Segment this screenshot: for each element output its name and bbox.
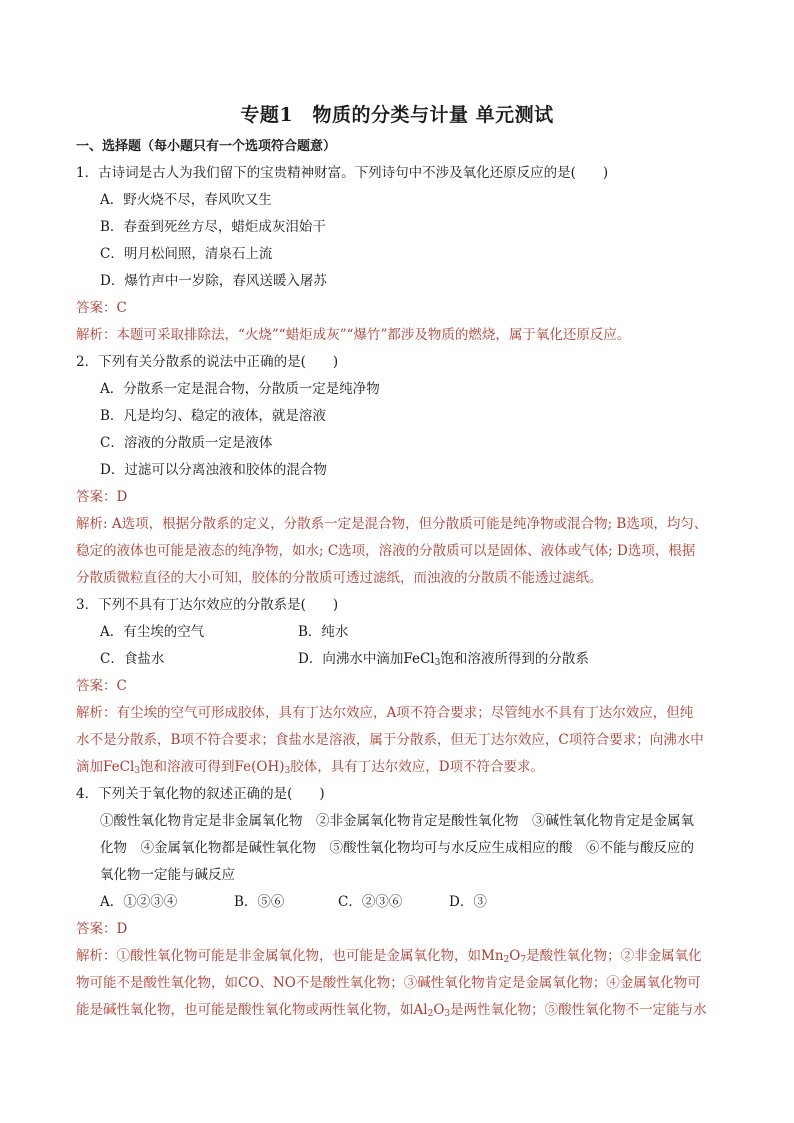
question-1-option-c: C．明月松间照，清泉石上流 bbox=[100, 246, 273, 262]
question-1-answer: 答案：C bbox=[76, 300, 127, 316]
question-3-answer: 答案：C bbox=[76, 678, 127, 694]
question-3-stem: 3．下列不具有丁达尔效应的分散系是( ) bbox=[76, 597, 339, 613]
question-4-option-a: A．①②③④ bbox=[100, 894, 178, 910]
question-4-option-c: C．②③⑥ bbox=[338, 894, 403, 910]
question-1-option-b: B．春蚕到死丝方尽，蜡炬成灰泪始干 bbox=[100, 219, 326, 235]
question-4-answer: 答案：D bbox=[76, 921, 128, 937]
question-3-analysis-line-3: 滴加FeCl$_3$饱和溶液可得到$Fe(OH)_3$胶体，具有丁达尔效应，D项不符合要求。 bbox=[76, 759, 545, 776]
question-1-option-d: D．爆竹声中一岁除，春风送暖入屠苏 bbox=[100, 273, 327, 289]
question-4-statements-line-1: ①酸性氧化物肯定是非金属氧化物 ②非金属氧化物肯定是酸性氧化物 ③碱性氧化物肯定是金属氧 bbox=[100, 813, 694, 829]
question-2-answer: 答案：D bbox=[76, 489, 128, 505]
question-2-option-d: D．过滤可以分离浊液和胶体的混合物 bbox=[100, 462, 327, 478]
question-4-option-b: B．⑤⑥ bbox=[234, 894, 285, 910]
question-1-analysis: 解析：本题可采取排除法，“火烧”“蜡炬成灰”“爆竹”都涉及物质的燃烧，属于氧化还原反应。 bbox=[76, 327, 631, 343]
question-2-analysis-line-1: 解析: A选项，根据分散系的定义，分散系一定是混合物，但分散质可能是纯净物或混合物; B选项，均匀、 bbox=[76, 516, 708, 532]
question-2-option-b: B．凡是均匀、稳定的液体，就是溶液 bbox=[100, 408, 326, 424]
question-1-option-a: A．野火烧不尽，春风吹又生 bbox=[100, 192, 272, 208]
question-2-option-a: A．分散系一定是混合物，分散质一定是纯净物 bbox=[100, 381, 380, 397]
question-4-option-d: D．③ bbox=[449, 894, 487, 910]
question-2-stem: 2．下列有关分散系的说法中正确的是( ) bbox=[76, 354, 339, 370]
question-4-analysis-line-1: 解析：①酸性氧化物可能是非金属氧化物，也可能是金属氧化物，如$Mn_2O_7$是酸性氧化物；②非金属氧化 bbox=[76, 948, 702, 965]
section-heading: 一、选择题（每小题只有一个选项符合题意） bbox=[76, 139, 337, 154]
question-3-option-d: D．向沸水中滴加FeCl$_3$饱和溶液所得到的分散系 bbox=[298, 651, 589, 668]
question-2-analysis-line-3: 分散质微粒直径的大小可知，胶体的分散质可透过滤纸，而浊液的分散质不能透过滤纸。 bbox=[76, 570, 603, 586]
question-4-analysis-line-2: 物可能不是酸性氧化物，如CO、NO不是酸性氧化物；③碱性氧化物肯定是金属氧化物；④金属氧化物可 bbox=[76, 975, 701, 991]
question-2-analysis-line-2: 稳定的液体也可能是液态的纯净物，如水; C选项，溶液的分散质可以是固体、液体或气体; D选项，根据 bbox=[76, 543, 696, 559]
question-4-statements-line-2: 化物 ④金属氧化物都是碱性氧化物 ⑤酸性氧化物均可与水反应生成相应的酸 ⑥不能与酸反应的 bbox=[100, 840, 694, 856]
question-3-option-c: C．食盐水 bbox=[100, 651, 165, 667]
question-1-stem: 1．古诗词是古人为我们留下的宝贵精神财富。下列诗句中不涉及氧化还原反应的是( ) bbox=[76, 165, 609, 181]
question-3-analysis-line-1: 解析：有尘埃的空气可形成胶体，具有丁达尔效应，A项不符合要求；尽管纯水不具有丁达尔效应，但纯 bbox=[76, 705, 694, 721]
question-3-option-a: A．有尘埃的空气 bbox=[100, 624, 205, 640]
question-4-analysis-line-3: 能是碱性氧化物，也可能是酸性氧化物或两性氧化物，如$Al_2O_3$是两性氧化物；⑤酸性氧化物不一定能与水 bbox=[76, 1002, 707, 1019]
question-4-statements-line-3: 氧化物一定能与碱反应 bbox=[100, 867, 235, 883]
question-3-analysis-line-2: 水不是分散系，B项不符合要求；食盐水是溶液，属于分散系，但无丁达尔效应，C项符合要求；向沸水中 bbox=[76, 732, 704, 748]
question-3-option-b: B．纯水 bbox=[298, 624, 349, 640]
question-4-stem: 4．下列关于氧化物的叙述正确的是( ) bbox=[76, 786, 325, 802]
page-title: 专题1 物质的分类与计量 单元测试 bbox=[240, 104, 554, 126]
question-2-option-c: C．溶液的分散质一定是液体 bbox=[100, 435, 273, 451]
